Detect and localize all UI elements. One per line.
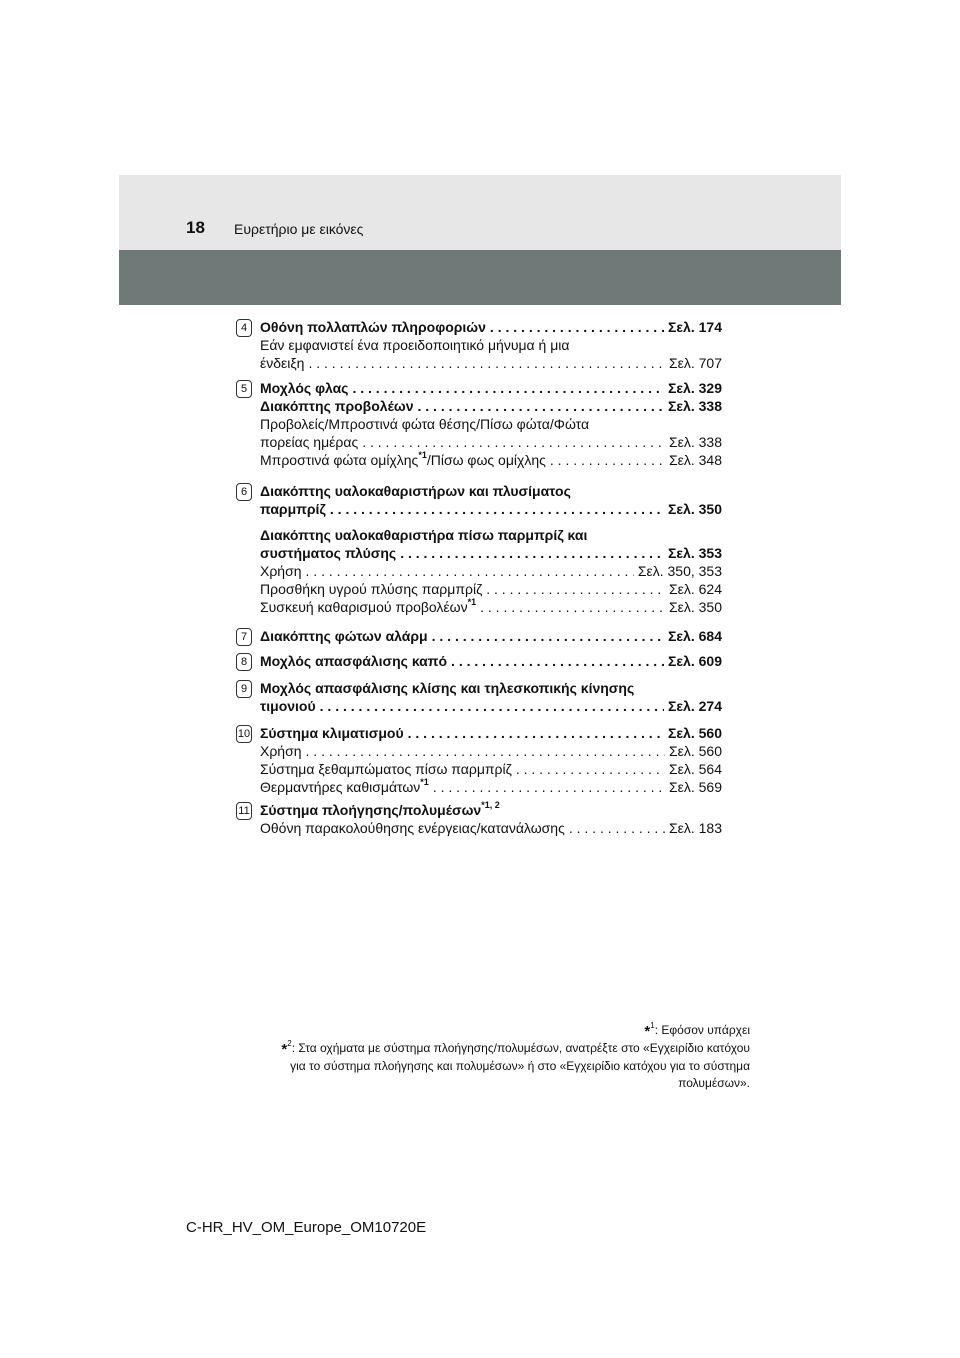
page-reference[interactable]: Σελ. 707 bbox=[668, 355, 722, 371]
dot-leader bbox=[306, 562, 634, 580]
page-reference[interactable]: Σελ. 353 bbox=[668, 545, 722, 561]
page-reference[interactable]: Σελ. 350, 353 bbox=[637, 563, 722, 579]
dot-leader bbox=[308, 354, 665, 372]
page-number: 18 bbox=[186, 218, 205, 237]
entry-line bbox=[260, 801, 722, 819]
entry-text: Χρήση bbox=[260, 743, 302, 759]
entry-text: Μοχλός απασφάλισης καπό bbox=[260, 653, 448, 669]
entry-text: Χρήση bbox=[260, 563, 302, 579]
page-title: Ευρετήριο με εικόνες bbox=[234, 221, 364, 237]
page-reference[interactable]: Σελ. 609 bbox=[668, 653, 722, 669]
dot-leader bbox=[550, 451, 665, 469]
entry-line bbox=[260, 451, 722, 469]
dot-leader bbox=[352, 379, 664, 397]
entry-text: παρμπρίζ bbox=[260, 501, 326, 517]
dot-leader bbox=[486, 580, 665, 598]
entry-line bbox=[260, 526, 722, 544]
entry-text: Προσθήκη υγρού πλύσης παρμπρίζ bbox=[260, 581, 483, 597]
item-number-badge: 8 bbox=[236, 653, 252, 671]
entry-text: Οθόνη παρακολούθησης ενέργειας/κατανάλωσης bbox=[260, 820, 565, 836]
header-bar bbox=[119, 175, 841, 250]
entry-text: Θερμαντήρες καθισμάτων$^{*1}$ bbox=[260, 777, 429, 795]
entry-spacer bbox=[260, 518, 722, 526]
entry-line bbox=[260, 778, 722, 796]
page-reference[interactable]: Σελ. 183 bbox=[668, 820, 722, 836]
index-entry bbox=[260, 801, 722, 837]
entry-line bbox=[260, 433, 722, 451]
entry-text: Σύστημα πλοήγησης/πολυμέσων$^{*1, 2}$ bbox=[260, 800, 500, 818]
item-number-badge: 10 bbox=[236, 725, 252, 743]
footnote-ref: *1 bbox=[418, 450, 427, 460]
entry-text: Οθόνη πολλαπλών πληροφοριών bbox=[260, 319, 486, 335]
footnote-ref: *1 bbox=[420, 777, 429, 787]
dot-leader bbox=[418, 397, 665, 415]
entry-line bbox=[260, 415, 722, 433]
entry-line bbox=[260, 336, 722, 354]
dot-leader bbox=[516, 760, 665, 778]
dot-leader bbox=[451, 652, 664, 670]
entry-line bbox=[260, 627, 722, 645]
index-entry bbox=[260, 482, 722, 616]
page-reference[interactable]: Σελ. 564 bbox=[668, 761, 722, 777]
entry-text: Διακόπτης προβολέων bbox=[260, 398, 414, 414]
entry-text: Μπροστινά φώτα ομίχλης$^{*1}$/Πίσω φως ομίχλης bbox=[260, 450, 546, 468]
entry-line bbox=[260, 397, 722, 415]
item-number-badge: 9 bbox=[236, 680, 252, 698]
entry-line bbox=[260, 318, 722, 336]
entry-text: Διακόπτης υαλοκαθαριστήρων και πλυσίματος bbox=[260, 483, 571, 499]
entry-text: Σύστημα κλιματισμού bbox=[260, 725, 404, 741]
index-entry bbox=[260, 379, 722, 469]
dot-leader bbox=[490, 318, 664, 336]
page-reference[interactable]: Σελ. 560 bbox=[668, 725, 722, 741]
dot-leader bbox=[320, 697, 664, 715]
footnotes bbox=[190, 1022, 750, 1092]
footnote-2-end: πολυμέσων». bbox=[678, 1076, 750, 1090]
page-reference[interactable]: Σελ. 329 bbox=[668, 380, 722, 396]
entry-text: ένδειξη bbox=[260, 355, 305, 371]
index-entry bbox=[260, 627, 722, 645]
page-reference[interactable]: Σελ. 348 bbox=[668, 452, 722, 468]
document-code: C-HR_HV_OM_Europe_OM10720E bbox=[186, 1219, 427, 1236]
entry-text: τιμονιού bbox=[260, 698, 316, 714]
entry-line bbox=[260, 760, 722, 778]
entry-text: συστήματος πλύσης bbox=[260, 545, 397, 561]
footnote-2: *$^2$: Στα οχήματα με σύστημα πλοήγησης/πολυμέσων, ανατρέξτε στο «Εγχειρίδιο κατόχου bbox=[281, 1039, 750, 1058]
page-reference[interactable]: Σελ. 350 bbox=[668, 501, 722, 517]
dot-leader bbox=[433, 778, 665, 796]
entry-text: Εάν εμφανιστεί ένα προειδοποιητικό μήνυμα ή μια bbox=[260, 337, 570, 353]
page-reference[interactable]: Σελ. 560 bbox=[668, 743, 722, 759]
page-reference[interactable]: Σελ. 274 bbox=[668, 698, 722, 714]
dot-leader bbox=[362, 433, 665, 451]
page-reference[interactable]: Σελ. 338 bbox=[668, 398, 722, 414]
entry-line bbox=[260, 482, 722, 500]
item-number-badge: 7 bbox=[236, 628, 252, 646]
dot-leader bbox=[330, 500, 664, 518]
item-number-badge: 11 bbox=[236, 802, 252, 820]
entry-line bbox=[260, 697, 722, 715]
entry-text: Προβολείς/Μπροστινά φώτα θέσης/Πίσω φώτα/Φώτα bbox=[260, 416, 590, 432]
entry-line bbox=[260, 562, 722, 580]
entry-text: Συσκευή καθαρισμού προβολέων$^{*1}$ bbox=[260, 597, 477, 615]
page-reference[interactable]: Σελ. 569 bbox=[668, 779, 722, 795]
page-reference[interactable]: Σελ. 684 bbox=[668, 628, 722, 644]
entry-line bbox=[260, 500, 722, 518]
entry-text: Διακόπτης φώτων αλάρμ bbox=[260, 628, 428, 644]
page-reference[interactable]: Σελ. 174 bbox=[668, 319, 722, 335]
entry-line bbox=[260, 679, 722, 697]
entry-line bbox=[260, 598, 722, 616]
footnote-1: *$^1$: Εφόσον υπάρχει bbox=[644, 1021, 750, 1040]
entry-text: Μοχλός φλας bbox=[260, 380, 349, 396]
dot-leader bbox=[400, 544, 664, 562]
dot-leader bbox=[306, 742, 665, 760]
footnote-ref: *1, 2 bbox=[481, 800, 500, 810]
entry-text: πορείας ημέρας bbox=[260, 434, 359, 450]
item-number-badge: 4 bbox=[236, 319, 252, 337]
dot-leader bbox=[408, 724, 664, 742]
entry-line bbox=[260, 724, 722, 742]
dot-leader bbox=[569, 819, 665, 837]
page-reference[interactable]: Σελ. 624 bbox=[668, 581, 722, 597]
entry-text: Διακόπτης υαλοκαθαριστήρα πίσω παρμπρίζ και bbox=[260, 527, 588, 543]
index-entry bbox=[260, 679, 722, 715]
page-reference[interactable]: Σελ. 350 bbox=[668, 599, 722, 615]
dot-leader bbox=[432, 627, 664, 645]
entry-text: Σύστημα ξεθαμπώματος πίσω παρμπρίζ bbox=[260, 761, 512, 777]
entry-line bbox=[260, 354, 722, 372]
entry-line bbox=[260, 580, 722, 598]
entry-text: Μοχλός απασφάλισης κλίσης και τηλεσκοπικής κίνησης bbox=[260, 680, 635, 696]
entry-line bbox=[260, 652, 722, 670]
item-number-badge: 6 bbox=[236, 483, 252, 501]
header-band bbox=[119, 250, 841, 305]
item-number-badge: 5 bbox=[236, 380, 252, 398]
footnote-2-cont: για το σύστημα πλοήγησης και πολυμέσων» ή στο «Εγχειρίδιο κατόχου για το σύστημα bbox=[290, 1059, 750, 1073]
entry-line bbox=[260, 544, 722, 562]
page-reference[interactable]: Σελ. 338 bbox=[668, 434, 722, 450]
entry-line bbox=[260, 742, 722, 760]
index-entry bbox=[260, 652, 722, 670]
entry-line bbox=[260, 819, 722, 837]
entry-line bbox=[260, 379, 722, 397]
index-entry bbox=[260, 318, 722, 372]
dot-leader bbox=[480, 598, 665, 616]
index-entry bbox=[260, 724, 722, 796]
footnote-ref: *1 bbox=[467, 597, 477, 607]
